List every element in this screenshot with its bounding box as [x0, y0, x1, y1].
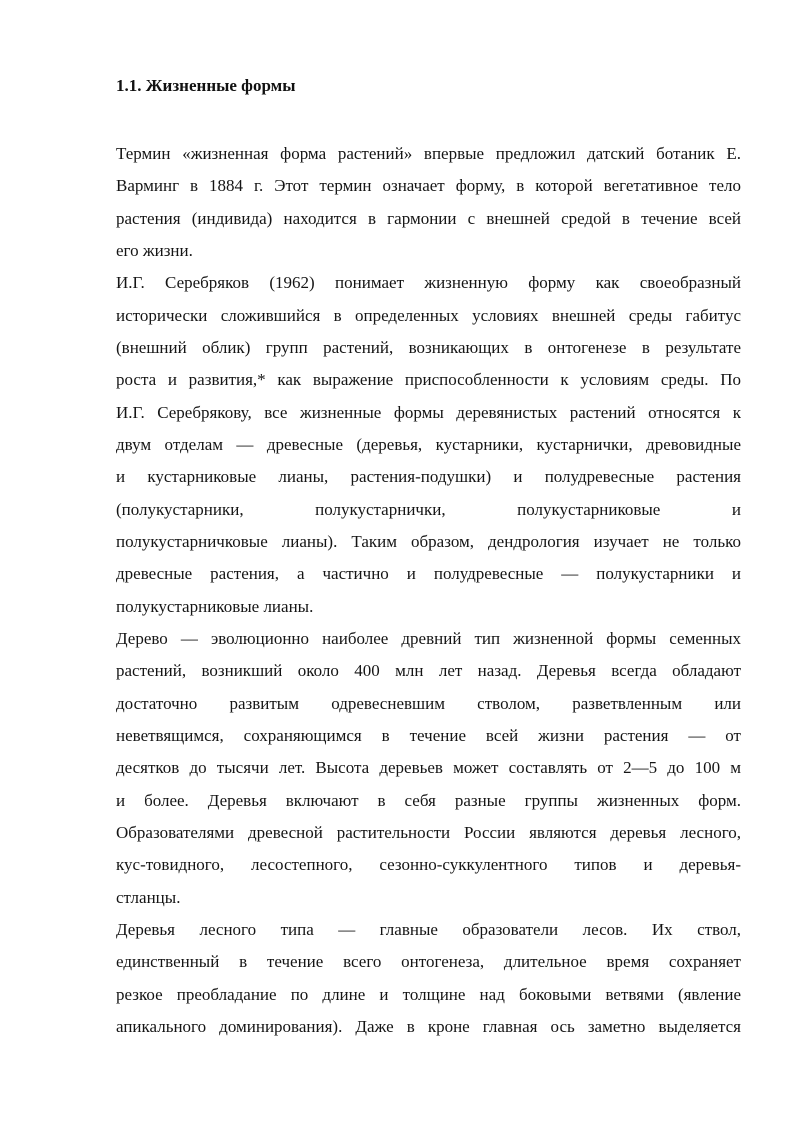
text-line: полукустарниковые лианы.: [116, 596, 314, 616]
text-line: единственный в течение всего онтогенеза, длительное время сохраняет: [116, 952, 741, 972]
text-line: неветвящимся, сохраняющимся в течение всей жизни растения — от: [116, 725, 741, 745]
text-line: апикального доминирования). Даже в кроне главная ось заметно выделяется: [116, 1016, 741, 1036]
text-line: И.Г. Серебрякову, все жизненные формы деревянистых растений относятся к: [116, 402, 741, 422]
text-line: роста и развития,* как выражение приспособленности к условиям среды. По: [116, 370, 741, 390]
section-heading: 1.1. Жизненные формы: [116, 76, 296, 95]
text-line: исторически сложившийся в определенных условиях внешней среды габитус: [116, 305, 741, 325]
text-line: стланцы.: [116, 887, 181, 907]
text-line: кус-товидного, лесостепного, сезонно-суккулентного типов и деревья-: [116, 855, 741, 875]
text-line: Дерево — эволюционно наиболее древний тип жизненной формы семенных: [116, 628, 741, 648]
text-line: Варминг в 1884 г. Этот термин означает форму, в которой вегетативное тело: [116, 176, 741, 196]
text-line: И.Г. Серебряков (1962) понимает жизненную форму как своеобразный: [116, 273, 741, 293]
text-line: растения (индивида) находится в гармонии с внешней средой в течение всей: [116, 208, 741, 228]
text-line: и более. Деревья включают в себя разные группы жизненных форм.: [116, 790, 741, 810]
text-line: (полукустарники, полукустарнички, полукустарниковые и: [116, 499, 741, 519]
text-line: растений, возникший около 400 млн лет назад. Деревья всегда обладают: [116, 661, 741, 681]
text-line: древесные растения, а частично и полудревесные — полукустарники и: [116, 564, 741, 584]
text-line: (внешний облик) групп растений, возникающих в онтогенезе в результате: [116, 337, 741, 357]
text-line: Образователями древесной растительности России являются деревья лесного,: [116, 822, 741, 842]
text-line: десятков до тысячи лет. Высота деревьев может составлять от 2—5 до 100 м: [116, 758, 741, 778]
text-line: его жизни.: [116, 240, 193, 260]
body-text: [116, 138, 741, 1043]
text-line: и кустарниковые лианы, растения-подушки) и полудревесные растения: [116, 467, 741, 487]
text-line: резкое преобладание по длине и толщине над боковыми ветвями (явление: [116, 984, 741, 1004]
text-line: достаточно развитым одревесневшим стволом, разветвленным или: [116, 693, 741, 713]
text-line: двум отделам — древесные (деревья, кустарники, кустарнички, древовидные: [116, 434, 741, 454]
text-line: полукустарничковые лианы). Таким образом, дендрология изучает не только: [116, 531, 741, 551]
text-line: Деревья лесного типа — главные образователи лесов. Их ствол,: [116, 919, 741, 939]
text-line: Термин «жизненная форма растений» впервые предложил датский ботаник Е.: [116, 144, 741, 163]
